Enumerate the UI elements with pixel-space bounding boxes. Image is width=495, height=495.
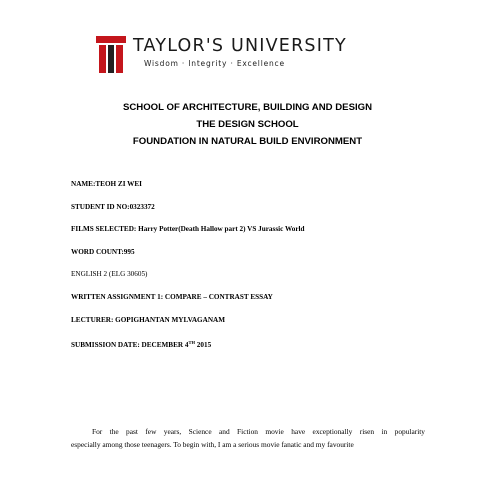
university-name: TAYLOR'S UNIVERSITY: [133, 36, 347, 56]
university-tagline: Wisdom · Integrity · Excellence: [144, 59, 285, 68]
lecturer-name: LECTURER: GOPIGHANTAN MYLVAGANAM: [71, 315, 226, 324]
submission-date: [71, 338, 471, 350]
university-logo: [96, 36, 396, 78]
student-name: NAME:TEOH ZI WEI: [71, 180, 142, 188]
films-selected: [71, 225, 471, 234]
assignment-title: WRITTEN ASSIGNMENT 1: COMPARE – CONTRAST ESSAY: [71, 292, 273, 301]
title-block: [0, 99, 495, 150]
school-title: SCHOOL OF ARCHITECTURE, BUILDING AND DESIGN: [122, 102, 373, 113]
department-title: THE DESIGN SCHOOL: [196, 119, 299, 130]
submission-date-text: SUBMISSION DATE: DECEMBER 4: [71, 341, 189, 350]
programme-title: FOUNDATION IN NATURAL BUILD ENVIRONMENT: [132, 136, 363, 147]
word-count: WORD COUNT:995: [71, 247, 135, 256]
course-code: ENGLISH 2 (ELG 30605): [71, 270, 148, 279]
essay-body: [71, 426, 425, 451]
student-info: [71, 180, 471, 364]
paragraph-line: For the past few years, Science and Fiction movie have exceptionally risen in popularity: [92, 427, 425, 436]
paragraph-line: especially among those teenagers. To begin with, I am a serious movie fanatic and my favourite: [71, 439, 354, 449]
taylors-crest-icon: [96, 36, 126, 74]
submission-date-suffix: TH: [188, 340, 195, 346]
student-id: STUDENT ID NO:0323372: [71, 202, 155, 211]
submission-date-year: 2015: [195, 341, 212, 350]
films-value: Harry Potter(Death Hallow part 2) VS Jurassic World: [136, 225, 305, 234]
films-label: FILMS SELECTED:: [71, 225, 137, 234]
